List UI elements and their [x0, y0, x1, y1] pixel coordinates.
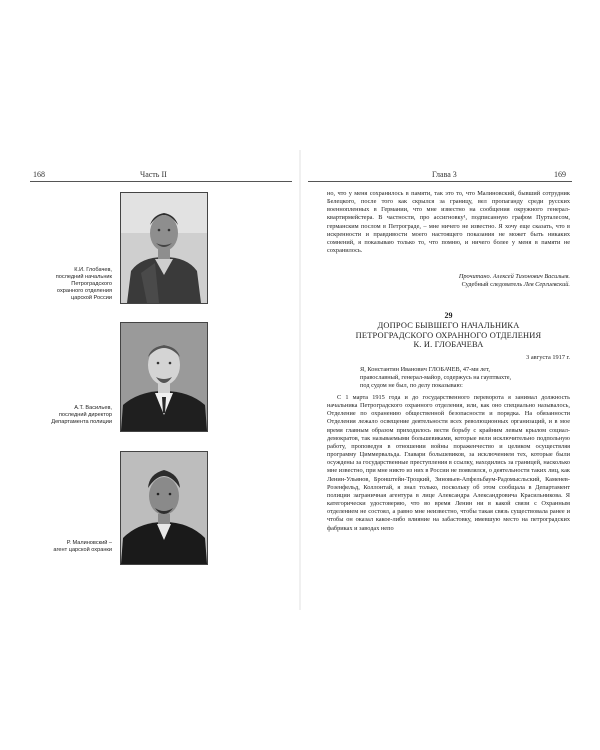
left-running-head: Часть II — [140, 170, 167, 179]
portrait-malinovsky-photo — [120, 451, 208, 565]
left-header-rule — [30, 181, 292, 182]
investigator-prefix: Судебный следователь — [461, 281, 523, 289]
portrait-globachev-caption: К.И. Глобачев, последний начальник Петроградского охранного отделения царской России — [55, 267, 112, 302]
investigator-line — [327, 281, 570, 289]
document-title: ДОПРОС БЫВШЕГО НАЧАЛЬНИКА ПЕТРОГРАДСКОГО ОХРАННОГО ОТДЕЛЕНИЯ К. И. ГЛОБАЧЕВА — [355, 321, 542, 350]
right-header-rule — [308, 181, 572, 182]
right-running-head: Глава 3 — [432, 170, 457, 179]
intro-block: Я, Константин Иванович ГЛОБАЧЕВ, 47-ми лет, православный, генерал-майор, содержусь на гауптвахте, под судом не был, по делу показываю: — [360, 366, 512, 390]
body-paragraph: С 1 марта 1915 года и до государственного переворота я занимал должность начальника Петроградского охранного отделения, или, как оно специально называлось, Отделение по охранению общественной безопасности и порядка. На обязанности Отделения лежало освещение деятельности всех революционных организаций, и в мое время главным образом приходилось вести борьбу с крайним левым крылом социал-демократов, так называемыми большевиками, которые вели исключительно подпольную работу, проповедуя в отношении войны пораженчество и целиком осуществляя программу Циммервальда. Главари большевиков, за исключением тех, которые были осуждены за государственные преступления в ссылку, находились за границей, насколько мне известно, при мне никто из них в России не появлялся, о деятельности таких лиц, как Ленин-Ульянов, Бронштейн-Троцкий, Зиновьев-Апфельбаум-Радомысльский, Каменев-Розенфельд, Коллонтай, я знал только, поскольку об этом сообщала в Департамент полиции заграничная агентура в лице Александра Александровича Красильникова. Я категорически удостоверяю, что во время Ленин ни в какой связи с Охранным отделением не состоял, а равно мне неизвестно, чтобы такая связь существовала ранее и чтобы он оказал какое-либо влияние на забастовку, имевшую место на петроградских фабриках и заводах непо — [327, 394, 570, 532]
portrait-vasilyev-photo — [120, 322, 208, 432]
signature-block — [327, 273, 570, 289]
read-note: Прочитано. Алексей Тихонович Васильев. — [458, 273, 570, 280]
portrait-vasilyev-caption: А.Т. Васильев, последний директор Департамента полиции — [51, 405, 112, 426]
left-page-number: 168 — [33, 170, 45, 179]
right-page-number: 169 — [554, 170, 566, 179]
investigator-name: Лев Сергиевский. — [523, 281, 570, 289]
document-date: 3 августа 1917 г. — [526, 354, 570, 361]
book-gutter — [299, 150, 301, 610]
portrait-globachev-photo — [120, 192, 208, 304]
document-number: 29 — [444, 311, 453, 320]
top-paragraph: но, что у меня сохранилось в памяти, так это то, что Малиновский, бывший сотрудник Белецкого, после того как скрылся за границу, вел пропаганду среди русских военнопленных в Германии, что мне известно на сообщения окружного генерал-квартирмейстера. В частности, про ассигновку¹, подписанную графом Пурталесом, германским послом в Петрограде, – мне ничего не известно. Я хочу еще сказать, что в искренности и правдивости моего настоящего показания не может быть никаких сомнений, я показываю только то, что помню, и ничего более у меня в памяти не сохранилось. — [327, 190, 570, 255]
portrait-malinovsky-caption: Р. Малиновский – агент царской охранки — [53, 540, 112, 554]
